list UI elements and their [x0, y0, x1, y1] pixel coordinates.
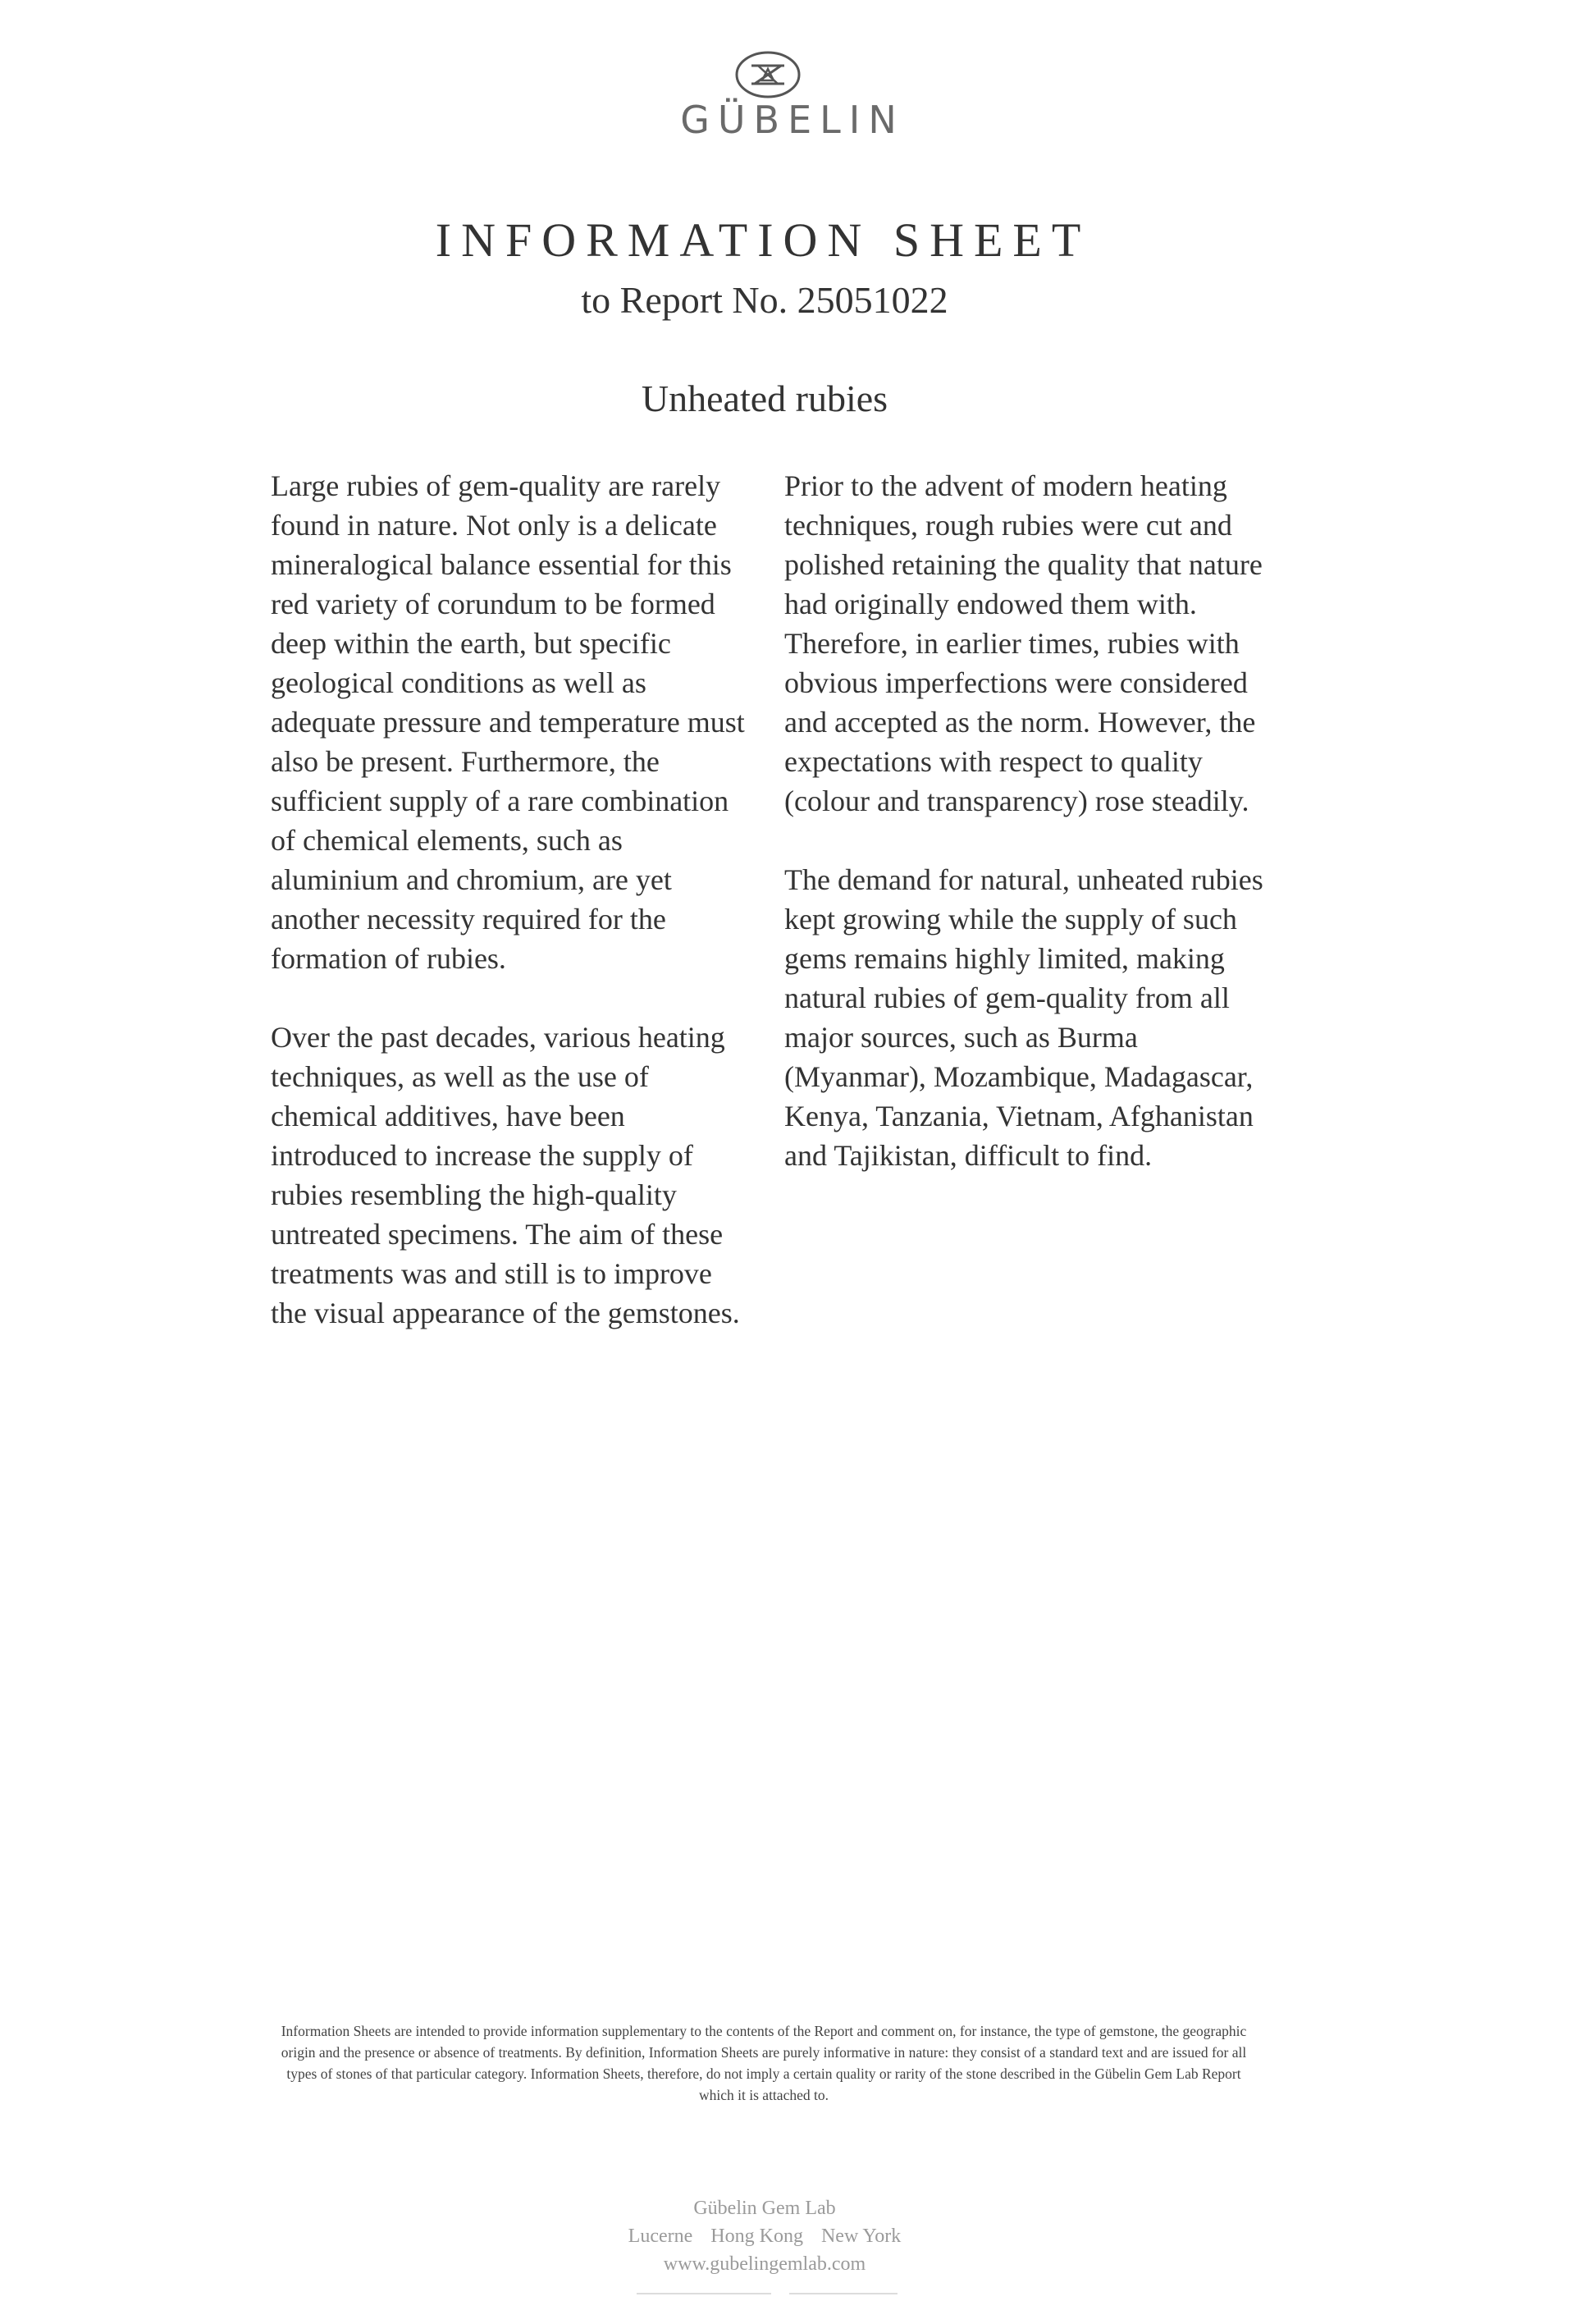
sheet-title: INFORMATION SHEET: [435, 213, 1091, 267]
left-column: [271, 466, 755, 1372]
city: New York: [820, 2226, 902, 2247]
lab-name: Gübelin Gem Lab: [693, 2198, 836, 2219]
footer-rule: [637, 2293, 771, 2294]
brand-wordmark: GÜBELIN: [680, 98, 905, 142]
sheet-subject: Unheated rubies: [641, 377, 888, 419]
gubelin-emblem-icon: [733, 49, 802, 100]
report-number: 25051022: [797, 279, 948, 321]
body-paragraph: Over the past decades, various heating techniques, as well as the use of chemical additives, have been introduced to increase the supply of rubies resembling the high-quality untreated specimens. The aim of these treatments was and still is to improve the visual appearance of the gemstones.: [271, 1021, 740, 1329]
city: Hong Kong: [710, 2226, 803, 2247]
lab-cities: [0, 2222, 1529, 2250]
footer-rule: [789, 2293, 898, 2294]
right-column: [784, 466, 1277, 1215]
city: Lucerne: [628, 2226, 693, 2247]
body-paragraph: Prior to the advent of modern heating techniques, rough rubies were cut and polished retaining the quality that nature had originally endowed them with. Therefore, in earlier times, rubies with obvious imperfections were considered and accepted as the norm. However, the expectations with respect to quality (colour and transparency) rose steadily.: [784, 469, 1263, 817]
lab-contact-block: [0, 2194, 1529, 2278]
body-paragraph: The demand for natural, unheated rubies kept growing while the supply of such gems remains highly limited, making natural rubies of gem-quality from all major sources, such as Burma (Myanmar), Mozambique, Madagascar, Kenya, Tanzania, Vietnam, Afghanistan and Tajikistan, difficult to find.: [784, 863, 1263, 1172]
report-number-line: [0, 276, 1529, 325]
report-prefix: to Report No.: [581, 279, 788, 321]
body-paragraph: Large rubies of gem-quality are rarely found in nature. Not only is a delicate mineralogical balance essential for this red variety of corundum to be formed deep within the earth, but specific geological conditions as well as adequate pressure and temperature must also be present. Furthermore, the sufficient supply of a rare combination of chemical elements, such as aluminium and chromium, are yet another necessity required for the formation of rubies.: [271, 469, 745, 975]
lab-website-link[interactable]: www.gubelingemlab.com: [663, 2253, 866, 2275]
disclaimer-footnote: Information Sheets are intended to provide information supplementary to the contents of the Report and comment on, for instance, the type of gemstone, the geographic origin and the presence or absence of treatments. By definition, Information Sheets are purely informative in nature: they consist of a standard text and are issued for all types of stones of that particular category. Information Sheets, therefore, do not imply a certain quality or rarity of the stone described in the Gübelin Gem Lab Report which it is attached to.: [281, 2023, 1247, 2103]
